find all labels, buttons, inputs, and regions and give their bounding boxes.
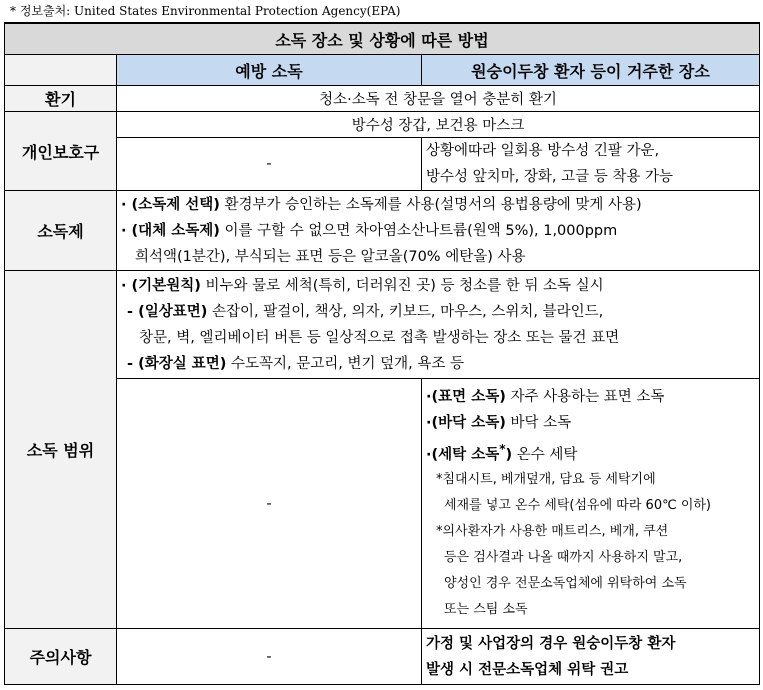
label-scope: 소독 범위 [5, 271, 117, 629]
disinfectant-text [117, 191, 760, 271]
ppe-col2-line2: 방수성 앞치마, 장화, 고글 등 착용 가능 [426, 169, 673, 185]
row-ppe-common [5, 112, 760, 138]
scope-note2-line2: 등은 검사결과 나올 때까지 사용하지 말고, [444, 550, 683, 566]
scope-line4 [121, 351, 755, 377]
caution-line2: 발생 시 전문소독업체 위탁 권고 [426, 661, 629, 678]
ppe-col2 [422, 138, 760, 191]
scope-note2-line3: 양성인 경우 전문소독업체에 위탁하여 소독 [444, 576, 687, 592]
scope-principle-text: 비누와 물로 세척(특히, 더러워진 곳) 등 청소를 한 뒤 소독 실시 [200, 277, 604, 294]
row-caution [5, 629, 760, 685]
scope-toilet-label: - (화장실 표면) [127, 355, 227, 372]
scope-laundry-label-close: ) [505, 446, 513, 463]
scope-surface-line [426, 384, 755, 410]
ppe-col1: - [117, 138, 422, 191]
scope-col2 [422, 379, 760, 629]
row-disinfectant [5, 191, 760, 271]
header-empty-cell [5, 55, 117, 86]
scope-surface-label: ·(표면 소독) [426, 388, 506, 405]
table-title: 소독 장소 및 상황에 따른 방법 [5, 23, 760, 55]
disinfectant-choice-text: 환경부가 승인하는 소독제를 사용(설명서의 용법용량에 맞게 사용) [219, 196, 642, 213]
scope-line3: 창문, 벽, 엘리베이터 버튼 등 일상적으로 접촉 발생하는 장소 또는 물건 표면 [139, 329, 620, 346]
disinfectant-alt-label: · (대체 소독제) [121, 222, 220, 239]
scope-laundry-text: 온수 세탁 [512, 446, 578, 463]
scope-daily-label: - (일상표면) [127, 303, 208, 320]
scope-floor-label: ·(바닥 소독) [426, 414, 506, 431]
row-scope-common [5, 271, 760, 379]
scope-principle-label: · (기본원칙) [121, 277, 201, 294]
row-ventilation [5, 86, 760, 112]
disinfectant-line3: 희석액(1분간), 부식되는 표면 등은 알코올(70% 에탄올) 사용 [135, 248, 526, 265]
header-row [5, 55, 760, 86]
ventilation-text: 청소·소독 전 창문을 열어 충분히 환기 [117, 86, 760, 112]
column-header-patient-site: 원숭이두창 환자 등이 거주한 장소 [422, 55, 760, 86]
scope-laundry-asterisk: * [499, 441, 506, 456]
scope-toilet-text: 수도꼭지, 문고리, 변기 덮개, 욕조 등 [226, 355, 464, 372]
scope-surface-text: 자주 사용하는 표면 소독 [505, 388, 665, 405]
scope-daily-text: 손잡이, 팔걸이, 책상, 의자, 키보드, 마우스, 스위치, 블라인드, [207, 303, 604, 320]
scope-note2-line1: *의사환자가 사용한 매트리스, 베개, 쿠션 [436, 524, 669, 540]
column-header-prevention: 예방 소독 [117, 55, 422, 86]
scope-floor-text: 바닥 소독 [505, 414, 572, 431]
scope-laundry-label: ·(세탁 소독 [426, 446, 500, 463]
disinfectant-line1 [121, 192, 755, 218]
disinfection-table [4, 22, 760, 685]
scope-common-text [117, 271, 760, 379]
scope-laundry-line [426, 436, 755, 468]
label-disinfectant: 소독제 [5, 191, 117, 271]
scope-floor-line [426, 410, 755, 436]
title-row [5, 23, 760, 55]
caution-line1: 가정 및 사업장의 경우 원숭이두창 환자 [426, 635, 676, 652]
scope-note1-line2: 세재를 넣고 온수 세탁(섬유에 따라 60℃ 이하) [444, 498, 712, 514]
scope-line2 [121, 299, 755, 325]
disinfectant-line2 [121, 218, 755, 244]
label-ppe: 개인보호구 [5, 112, 117, 191]
ppe-col2-line1: 상황에따라 일회용 방수성 긴팔 가운, [426, 143, 660, 159]
row-scope-detail [5, 379, 760, 629]
label-caution: 주의사항 [5, 629, 117, 685]
caution-col1: - [117, 629, 422, 685]
scope-col1: - [117, 379, 422, 629]
row-ppe-detail [5, 138, 760, 191]
scope-note1-line1: *침대시트, 베개덮개, 담요 등 세탁기에 [436, 472, 656, 488]
scope-note2-line4: 또는 스팀 소독 [444, 602, 528, 618]
disinfectant-alt-text: 이를 구할 수 없으면 차아염소산나트륨(원액 5%), 1,000ppm [219, 222, 618, 239]
caution-col2 [422, 629, 760, 685]
disinfectant-choice-label: · (소독제 선택) [121, 196, 220, 213]
source-note: * 정보출처: United States Environmental Protection Agency(EPA) [10, 4, 401, 18]
ppe-common-text: 방수성 장갑, 보건용 마스크 [117, 112, 760, 138]
label-ventilation: 환기 [5, 86, 117, 112]
scope-line1 [121, 273, 755, 299]
